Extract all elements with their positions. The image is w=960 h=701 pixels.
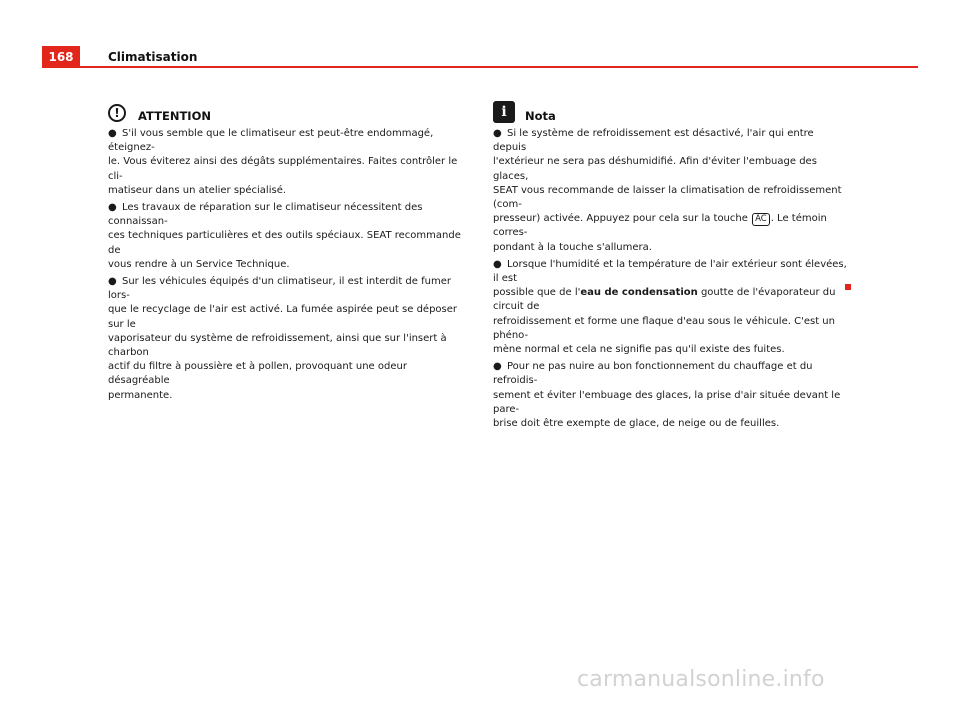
note-section bbox=[493, 103, 850, 434]
bullet-icon: ● bbox=[108, 128, 117, 139]
page-number: 168 bbox=[42, 46, 80, 68]
info-icon: i bbox=[493, 101, 515, 123]
warning-section bbox=[108, 103, 465, 406]
warning-paragraph-3: ● Sur les véhicules équipés d'un climatiseur, il est interdit de fumer lors- que le recyclage de l'air est activé. La fumée aspirée peut se déposer sur le vaporisateur du système de refroidissement, ainsi que sur l'insert à charbon actif du filtre à poussière et à pollen, provoquant une odeur désagréable permanente. bbox=[108, 276, 458, 401]
exclamation-circle-icon: ! bbox=[108, 104, 126, 122]
page-title: Climatisation bbox=[108, 50, 198, 64]
bold-term: eau de condensation bbox=[580, 287, 698, 299]
note-header bbox=[493, 103, 850, 123]
section-end-marker bbox=[845, 284, 851, 290]
note-paragraph-2: ● Lorsque l'humidité et la température de l'air extérieur sont élevées, il est possible que de l'eau de condensation goutte de l'évaporateur du circuit de refroidissement et forme une flaque d'eau sous le véhicule. C'est un phéno- mène normal et cela ne signifie pas qu'il existe des fuites. bbox=[493, 258, 847, 356]
bullet-icon: ● bbox=[108, 202, 117, 214]
warning-title: ATTENTION bbox=[138, 109, 211, 123]
bullet-icon: ● bbox=[493, 128, 502, 139]
watermark: carmanualsonline.info bbox=[577, 667, 825, 692]
bullet-icon: ● bbox=[493, 258, 502, 270]
bullet-icon: ● bbox=[493, 361, 502, 373]
warning-header bbox=[108, 103, 465, 123]
note-paragraph-1: ● Si le système de refroidissement est désactivé, l'air qui entre depuis l'extérieur ne sera pas déshumidifié. Afin d'éviter l'embuage des glaces, SEAT vous recommande de laisser la climatisation de refroidissement (com- presseur) activée. Appuyez pour cela sur la touche AC . Le témoin corres- pondant à la touche s'allumera. bbox=[493, 128, 842, 253]
warning-paragraph-2: ● Les travaux de réparation sur le climatiseur nécessitent des connaissan- ces techniques particulières et des outils spéciaux. SEAT recommande de vous rendre à un Service Technique. bbox=[108, 202, 461, 270]
note-title: Nota bbox=[525, 109, 556, 123]
note-paragraph-3: ● Pour ne pas nuire au bon fonctionnement du chauffage et du refroidis- sement et éviter l'embuage des glaces, la prise d'air située devant le pare- brise doit être exempte de glace, de neige ou de feuilles. bbox=[493, 361, 841, 430]
warning-paragraph-1: ● S'il vous semble que le climatiseur est peut-être endommagé, éteignez- le. Vous éviterez ainsi des dégâts supplémentaires. Faites contrôler le cli- matiseur dans un atelier spécialisé. bbox=[108, 128, 458, 196]
bullet-icon: ● bbox=[108, 276, 117, 288]
ac-key-label: AC bbox=[752, 213, 770, 226]
header-rule bbox=[42, 66, 918, 68]
